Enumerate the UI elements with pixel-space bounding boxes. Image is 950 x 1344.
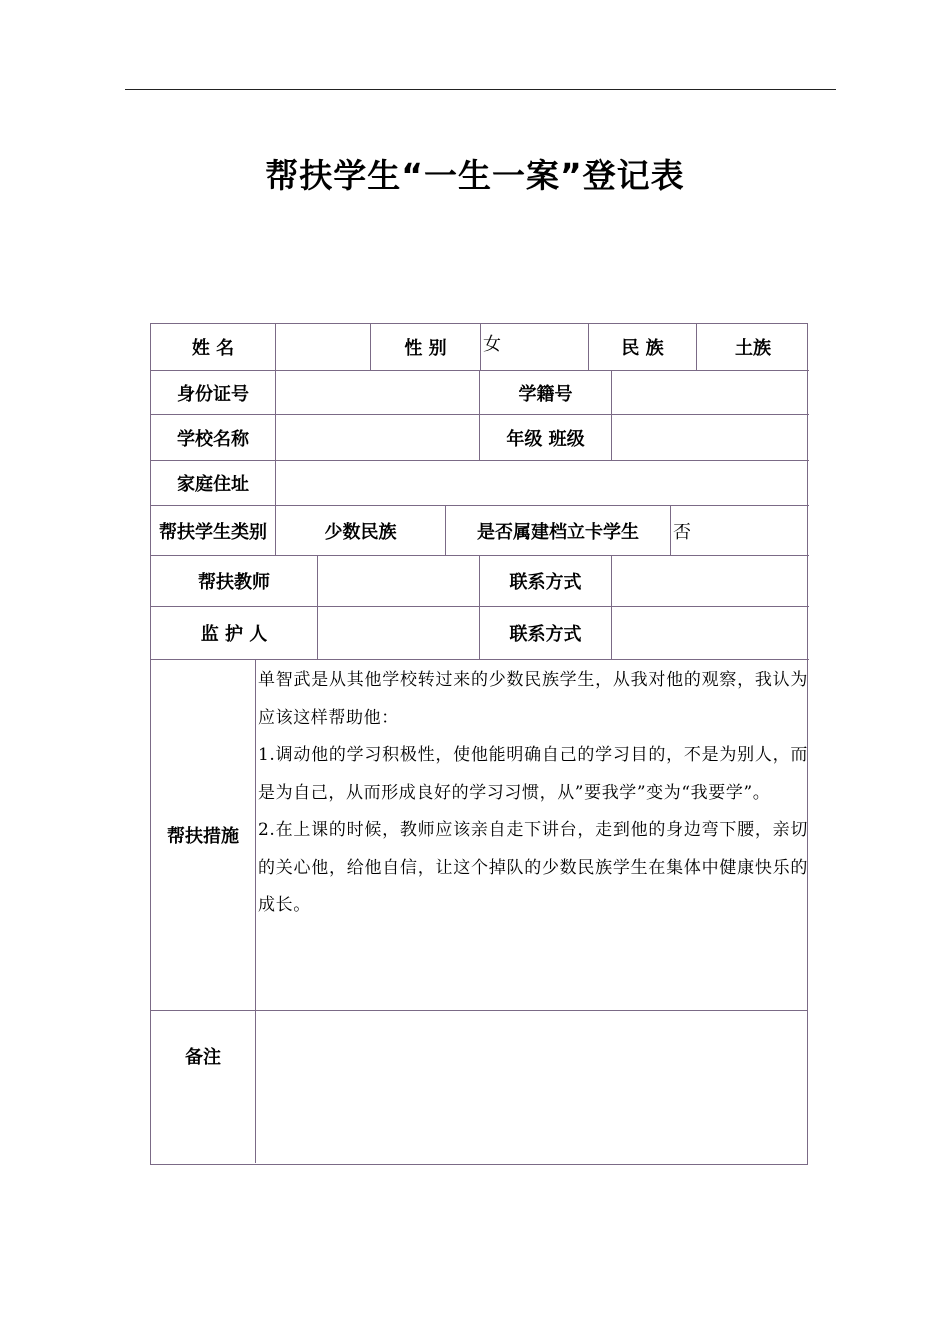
- student-category-value[interactable]: 少数民族: [276, 506, 446, 556]
- measures-paragraph: 单智武是从其他学校转过来的少数民族学生，从我对他的观察，我认为应该这样帮助他：: [258, 670, 808, 728]
- ethnicity-value[interactable]: 土族: [697, 324, 809, 371]
- student-category-label: 帮扶学生类别: [151, 506, 276, 556]
- teacher-label: 帮扶教师: [151, 556, 318, 607]
- measures-paragraph: 2.在上课的时候，教师应该亲自走下讲台，走到他的身边弯下腰，亲切的关心他，给他自信，让这个掉队的少数民族学生在集体中健康快乐的成长。: [258, 820, 808, 915]
- school-label: 学校名称: [151, 415, 276, 461]
- measures-paragraph: 1.调动他的学习积极性，使他能明确自己的学习目的，不是为别人，而是为自己，从而形成良好的学习习惯，从”要我学”变为“我要学”。: [258, 745, 808, 803]
- remarks-value[interactable]: [256, 1011, 809, 1163]
- measures-text[interactable]: [256, 660, 808, 1011]
- teacher-value[interactable]: [318, 556, 480, 607]
- name-label: 姓 名: [151, 324, 276, 371]
- id-value[interactable]: [276, 371, 480, 415]
- ethnicity-label: 民 族: [589, 324, 697, 371]
- page-title: 帮扶学生“一生一案”登记表: [265, 156, 685, 195]
- guardian-contact-label: 联系方式: [480, 607, 612, 660]
- address-label: 家庭住址: [151, 461, 276, 506]
- grade-class-value[interactable]: [612, 415, 809, 461]
- guardian-value[interactable]: [318, 607, 480, 660]
- poverty-file-label: 是否属建档立卡学生: [446, 506, 671, 556]
- gender-value[interactable]: 女: [481, 324, 589, 371]
- registration-form: [150, 323, 808, 1165]
- measures-label: 帮扶措施: [151, 660, 256, 1011]
- name-value[interactable]: [276, 324, 371, 371]
- poverty-file-value[interactable]: 否: [671, 506, 809, 556]
- guardian-label: 监 护 人: [151, 607, 318, 660]
- id-label: 身份证号: [151, 371, 276, 415]
- student-no-label: 学籍号: [480, 371, 612, 415]
- teacher-contact-value[interactable]: [612, 556, 809, 607]
- teacher-contact-label: 联系方式: [480, 556, 612, 607]
- guardian-contact-value[interactable]: [612, 607, 809, 660]
- grade-class-label: 年级 班级: [480, 415, 612, 461]
- gender-label: 性 别: [371, 324, 481, 371]
- header-rule: [125, 89, 836, 90]
- address-value[interactable]: [276, 461, 809, 506]
- school-value[interactable]: [276, 415, 480, 461]
- student-no-value[interactable]: [612, 371, 809, 415]
- remarks-label: 备注: [151, 1011, 256, 1163]
